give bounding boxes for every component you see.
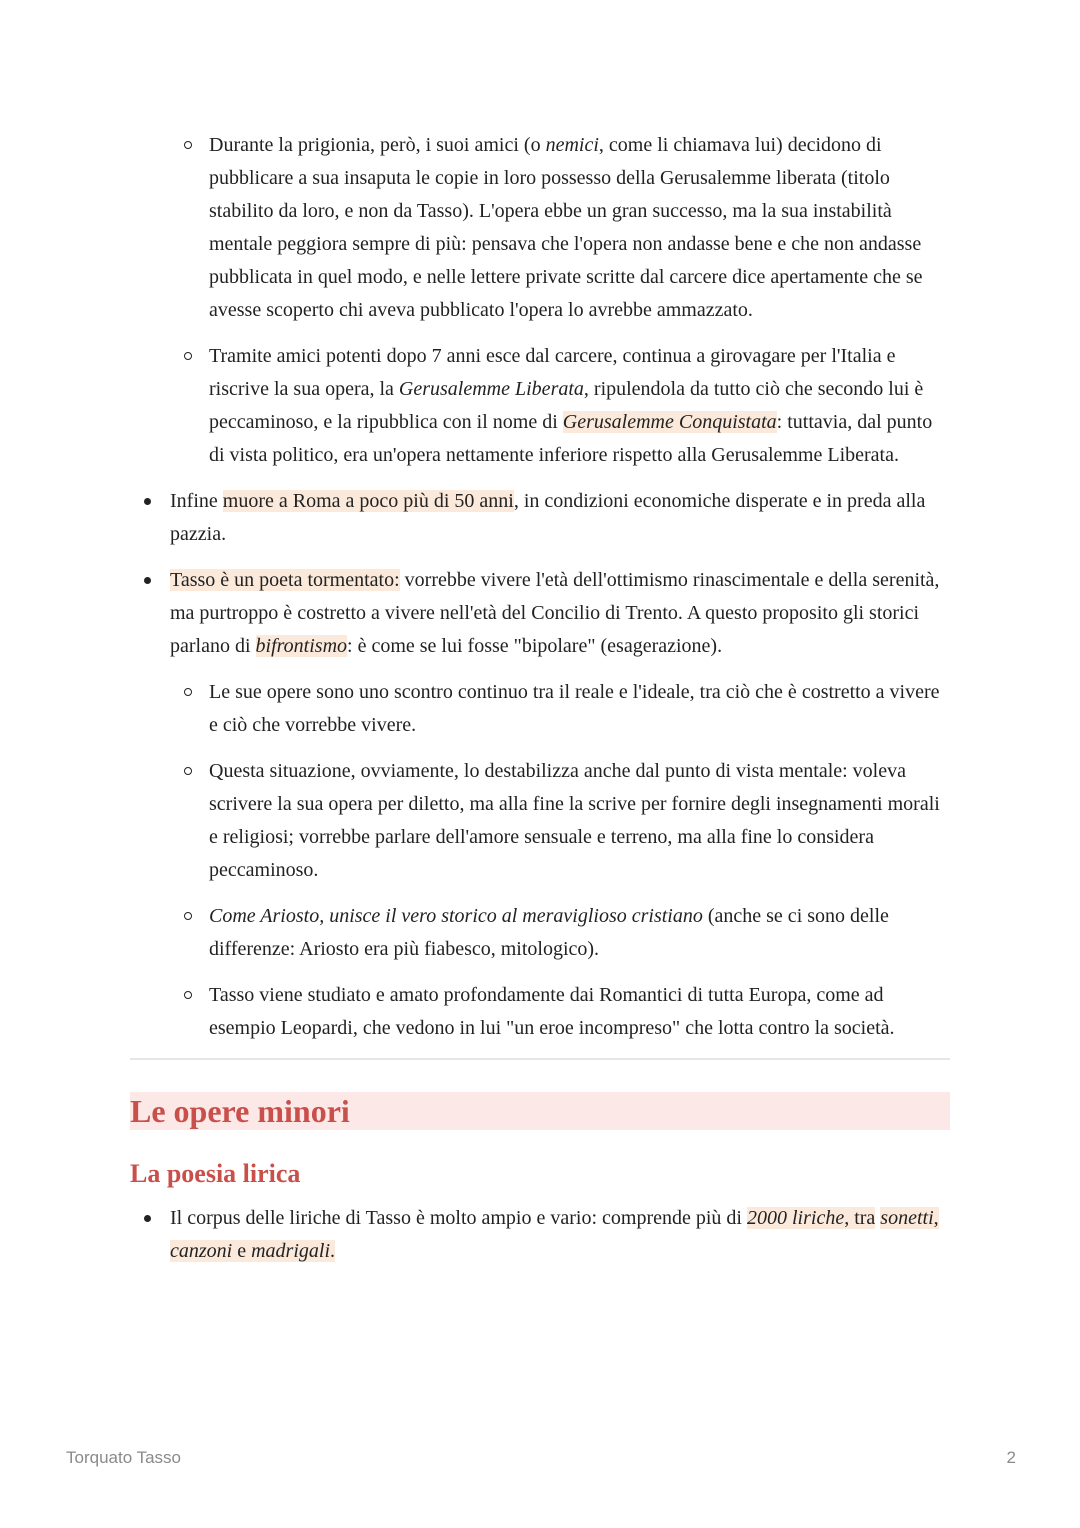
list-item: [130, 564, 950, 663]
bullet-list: [130, 129, 950, 1045]
text-segment: Le sue opere sono uno scontro continuo tra il reale e l'ideale, tra ciò che è costretto a vivere e ciò che vorrebbe vivere.: [209, 681, 940, 736]
text-segment: , ripulendola da tutto ciò che secondo lui è peccaminoso, e la ripubblica con il nome di: [209, 378, 924, 433]
text-segment: (anche se ci sono delle differenze: Ariosto era più fiabesco, mitologico).: [209, 905, 889, 960]
page-content: [130, 129, 950, 1281]
page-number: 2: [1006, 1448, 1016, 1467]
highlighted-text: madrigali: [251, 1240, 331, 1262]
list-item: [130, 979, 950, 1045]
highlighted-text: 2000 liriche: [746, 1207, 845, 1229]
highlighted-text: Tasso è un poeta tormentato:: [170, 569, 400, 591]
list-item: [130, 1202, 950, 1268]
text-segment: Il corpus delle liriche di Tasso è molto ampio e vario: comprende più di: [170, 1207, 747, 1229]
highlighted-text: Gerusalemme Conquistata: [562, 411, 777, 433]
text-segment: Tramite amici potenti dopo 7 anni esce dal carcere, continua a girovagare per l'Italia e riscrive la sua opera, la: [209, 345, 896, 400]
section-heading: Le opere minori: [130, 1092, 950, 1130]
text-segment: , in condizioni economiche disperate e in preda alla pazzia.: [170, 490, 926, 545]
highlighted-text: e: [232, 1240, 252, 1262]
list-item: [130, 755, 950, 887]
list-item: [130, 900, 950, 966]
highlighted-text: .: [330, 1240, 336, 1262]
divider: [130, 1058, 950, 1060]
subsection-heading: La poesia lirica: [130, 1159, 301, 1188]
italic-text: Come Ariosto, unisce il vero storico al meraviglioso cristiano: [209, 905, 703, 927]
text-segment: Infine: [170, 490, 223, 512]
highlighted-text: , tra: [844, 1207, 876, 1229]
italic-text: Gerusalemme Liberata: [398, 378, 584, 400]
list-item: [130, 129, 950, 327]
bullet-list: [130, 1202, 950, 1268]
footer-title: Torquato Tasso: [66, 1448, 181, 1467]
list-item: [130, 340, 950, 472]
highlighted-text: sonetti: [880, 1207, 934, 1229]
text-segment: vorrebbe vivere l'età dell'ottimismo rinascimentale e della serenità, ma purtroppo è costretto a vivere nell'età del Concilio di Trento. A questo proposito gli storici parlano di: [170, 569, 940, 657]
list-item: [130, 485, 950, 551]
highlighted-text: bifrontismo: [255, 635, 348, 657]
text-segment: Durante la prigionia, però, i suoi amici (o: [209, 134, 546, 156]
text-segment: Tasso viene studiato e amato profondamente dai Romantici di tutta Europa, come ad esempio Leopardi, che vedono in lui "un eroe incompreso" che lotta contro la società.: [209, 984, 895, 1039]
highlighted-text: canzoni: [170, 1240, 233, 1262]
list-item: [130, 676, 950, 742]
text-segment: : tuttavia, dal punto di vista politico, era un'opera nettamente inferiore rispetto alla Gerusalemme Liberata.: [209, 411, 933, 466]
text-segment: Questa situazione, ovviamente, lo destabilizza anche dal punto di vista mentale: voleva scrivere la sua opera per diletto, ma alla fine la scrive per fornire degli insegnamenti morali e religiosi; vorrebbe parlare dell'amore sensuale e terreno, ma alla fine lo considera peccaminoso.: [209, 760, 940, 881]
highlighted-text: ,: [933, 1207, 939, 1229]
italic-text: nemici: [545, 134, 599, 156]
text-segment: , come li chiamava lui) decidono di pubblicare a sua insaputa le copie in loro possesso della Gerusalemme liberata (titolo stabilito da loro, e non da Tasso). L'opera ebbe un gran successo, ma la sua instabilità mentale peggiora sempre di più: pensava che l'opera non andasse bene e che non andasse pubblicata in quel modo, e nelle lettere private scritte dal carcere dice apertamente che se avesse scoperto chi aveva pubblicato l'opera lo avrebbe ammazzato.: [209, 134, 923, 321]
highlighted-text: muore a Roma a poco più di 50 anni: [222, 490, 514, 512]
text-segment: : è come se lui fosse "bipolare" (esagerazione).: [347, 635, 723, 657]
